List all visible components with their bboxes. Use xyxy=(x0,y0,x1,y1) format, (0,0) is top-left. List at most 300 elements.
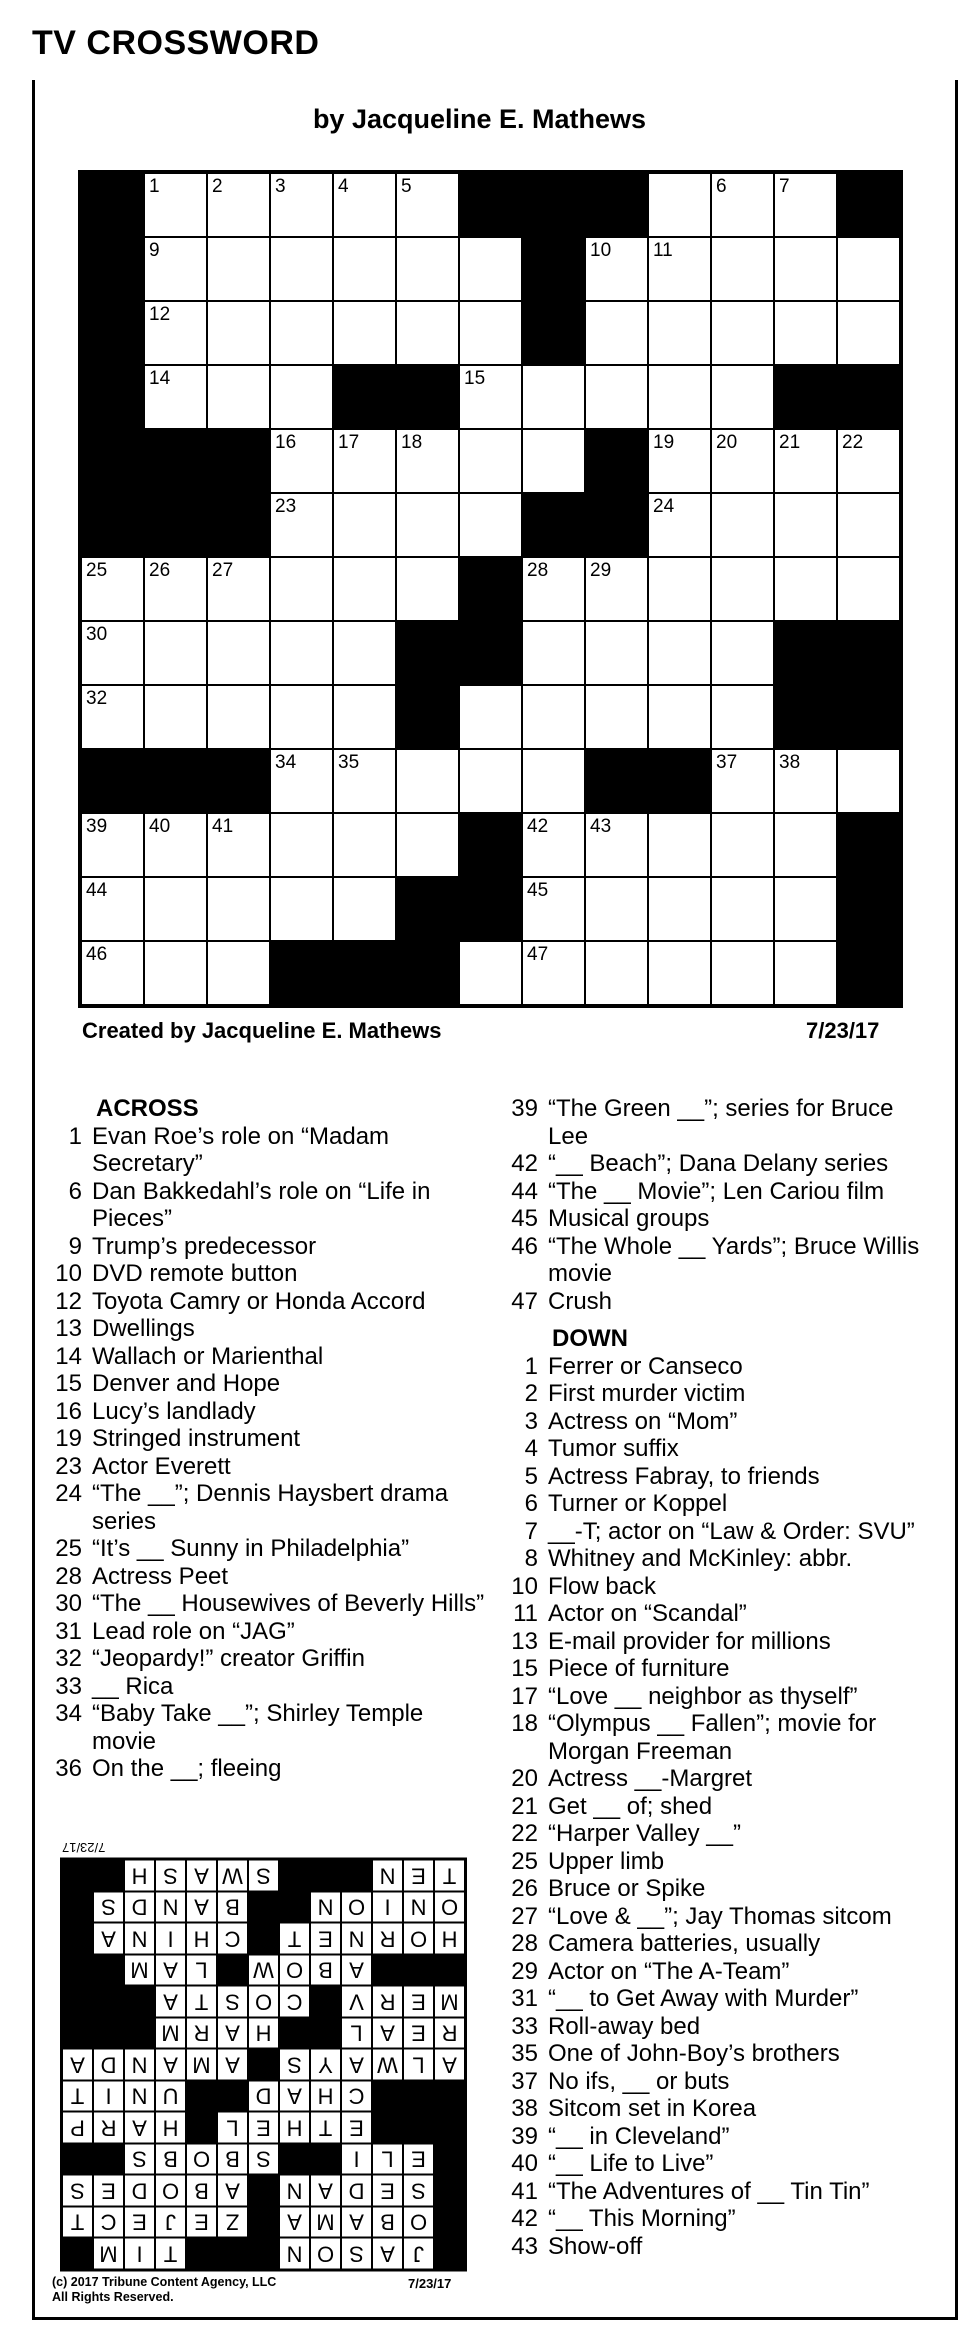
grid-cell[interactable] xyxy=(81,877,144,941)
solution-letter: O xyxy=(310,2238,341,2270)
solution-letter: W xyxy=(248,1955,279,1987)
clue-number: 39 xyxy=(511,2122,538,2150)
solution-block xyxy=(217,2238,248,2270)
grid-cell[interactable] xyxy=(774,941,837,1005)
solution-letter: C xyxy=(279,1986,310,2018)
grid-block xyxy=(459,877,522,941)
grid-block xyxy=(81,237,144,301)
solution-letter: N xyxy=(124,2049,155,2081)
grid-cell[interactable] xyxy=(270,237,333,301)
clue-text: Actor on “The A-Team” xyxy=(548,1957,790,1985)
grid-cell[interactable] xyxy=(270,429,333,493)
grid-cell[interactable] xyxy=(585,877,648,941)
solution-block xyxy=(248,2238,279,2270)
grid-cell[interactable] xyxy=(459,749,522,813)
grid-cell[interactable] xyxy=(333,813,396,877)
grid-cell[interactable] xyxy=(459,429,522,493)
grid-block xyxy=(837,813,900,877)
clue xyxy=(488,1380,938,1408)
grid-cell[interactable] xyxy=(396,301,459,365)
solution-letter: E xyxy=(248,2112,279,2144)
grid-cell[interactable] xyxy=(648,429,711,493)
grid-cell[interactable] xyxy=(774,429,837,493)
clue-number: 21 xyxy=(511,1792,538,1820)
grid-cell[interactable] xyxy=(837,429,900,493)
grid-cell[interactable] xyxy=(711,365,774,429)
grid-cell[interactable] xyxy=(522,429,585,493)
solution-letter: H xyxy=(124,1860,155,1892)
grid-cell[interactable] xyxy=(648,685,711,749)
grid-cell[interactable] xyxy=(648,621,711,685)
cell-number: 22 xyxy=(842,432,864,453)
solution-block xyxy=(217,1955,248,1987)
grid-cell[interactable] xyxy=(396,173,459,237)
clue-text: “Love __ neighbor as thyself” xyxy=(548,1682,858,1710)
solution-block xyxy=(279,1860,310,1892)
clue xyxy=(488,2068,938,2096)
grid-cell[interactable] xyxy=(711,621,774,685)
solution-letter: Z xyxy=(217,2207,248,2239)
grid-cell[interactable] xyxy=(333,429,396,493)
grid-cell[interactable] xyxy=(648,557,711,621)
clue xyxy=(32,1123,487,1178)
clue xyxy=(488,1490,938,1518)
grid-block xyxy=(585,173,648,237)
clue-number: 12 xyxy=(55,1287,82,1315)
grid-cell[interactable] xyxy=(774,237,837,301)
clue xyxy=(488,2123,938,2151)
clue-number: 27 xyxy=(511,1902,538,1930)
solution-letter: A xyxy=(186,1892,217,1924)
clue-number: 34 xyxy=(55,1700,82,1727)
clue-number: 17 xyxy=(511,1682,538,1710)
grid-cell[interactable] xyxy=(396,493,459,557)
clue-number: 15 xyxy=(511,1655,538,1682)
solution-panel xyxy=(50,1840,468,2266)
grid-cell[interactable] xyxy=(207,301,270,365)
grid-cell[interactable] xyxy=(333,877,396,941)
right-clue-column xyxy=(488,1095,938,2260)
grid-cell[interactable] xyxy=(207,365,270,429)
grid-block xyxy=(648,749,711,813)
grid-cell[interactable] xyxy=(648,237,711,301)
cell-number: 10 xyxy=(590,240,612,261)
grid-cell[interactable] xyxy=(648,877,711,941)
clue xyxy=(32,1453,487,1481)
grid-cell[interactable] xyxy=(648,301,711,365)
clue-text: Stringed instrument xyxy=(92,1425,301,1452)
grid-cell[interactable] xyxy=(396,237,459,301)
solution-letter: N xyxy=(279,2238,310,2270)
grid-cell[interactable] xyxy=(711,877,774,941)
grid-cell[interactable] xyxy=(522,813,585,877)
solution-letter: J xyxy=(403,2238,434,2270)
clue xyxy=(32,1535,487,1563)
grid-cell[interactable] xyxy=(774,173,837,237)
grid-cell[interactable] xyxy=(774,749,837,813)
cell-number: 25 xyxy=(86,560,108,581)
grid-block xyxy=(837,621,900,685)
clue-number: 5 xyxy=(524,1462,538,1490)
grid-cell[interactable] xyxy=(711,685,774,749)
solution-block xyxy=(434,2207,465,2239)
clue xyxy=(488,1820,938,1848)
grid-cell[interactable] xyxy=(522,877,585,941)
clue-text: Upper limb xyxy=(548,1847,665,1875)
grid-cell[interactable] xyxy=(270,749,333,813)
grid-cell[interactable] xyxy=(207,237,270,301)
solution-letter: A xyxy=(155,1986,186,2018)
grid-cell[interactable] xyxy=(522,621,585,685)
grid-cell[interactable] xyxy=(81,813,144,877)
grid-cell[interactable] xyxy=(585,365,648,429)
clue xyxy=(488,1765,938,1793)
solution-block xyxy=(93,2144,124,2176)
grid-cell[interactable] xyxy=(459,237,522,301)
solution-letter: T xyxy=(434,1860,465,1892)
grid-cell[interactable] xyxy=(711,493,774,557)
grid-cell[interactable] xyxy=(396,813,459,877)
grid-cell[interactable] xyxy=(270,493,333,557)
clue xyxy=(32,1233,487,1261)
solution-letter: L xyxy=(341,2018,372,2050)
grid-cell[interactable] xyxy=(774,557,837,621)
clue xyxy=(488,1600,938,1628)
grid-cell[interactable] xyxy=(144,365,207,429)
grid-cell[interactable] xyxy=(459,301,522,365)
grid-cell[interactable] xyxy=(270,365,333,429)
grid-cell[interactable] xyxy=(711,941,774,1005)
grid-cell[interactable] xyxy=(711,813,774,877)
grid-cell[interactable] xyxy=(333,557,396,621)
grid-block xyxy=(837,877,900,941)
solution-letter: S xyxy=(279,2049,310,2081)
cell-number: 17 xyxy=(338,432,360,453)
solution-block xyxy=(62,1892,93,1924)
grid-cell[interactable] xyxy=(207,557,270,621)
grid-cell[interactable] xyxy=(837,493,900,557)
clue-number: 25 xyxy=(511,1847,538,1875)
solution-letter: E xyxy=(310,1923,341,1955)
grid-cell[interactable] xyxy=(270,621,333,685)
cell-number: 45 xyxy=(527,880,549,901)
solution-letter: I xyxy=(372,1892,403,1924)
grid-cell[interactable] xyxy=(207,621,270,685)
clue xyxy=(488,1353,938,1381)
solution-block xyxy=(403,2112,434,2144)
grid-cell[interactable] xyxy=(270,685,333,749)
cell-number: 24 xyxy=(653,496,675,517)
solution-letter: D xyxy=(248,2081,279,2113)
clue xyxy=(488,1655,938,1683)
solution-letter: T xyxy=(62,2207,93,2239)
clue-number: 13 xyxy=(511,1627,538,1655)
grid-cell[interactable] xyxy=(585,237,648,301)
grid-cell[interactable] xyxy=(774,877,837,941)
clue-text: Sitcom set in Korea xyxy=(548,2095,757,2122)
solution-letter: C xyxy=(341,2081,372,2113)
solution-block xyxy=(341,1860,372,1892)
grid-cell[interactable] xyxy=(585,621,648,685)
grid-cell[interactable] xyxy=(207,173,270,237)
grid-block xyxy=(81,749,144,813)
grid-cell[interactable] xyxy=(396,749,459,813)
clue-text: No ifs, __ or buts xyxy=(548,2067,730,2095)
solution-letter: M xyxy=(93,2238,124,2270)
grid-cell[interactable] xyxy=(81,621,144,685)
grid-cell[interactable] xyxy=(144,237,207,301)
grid-cell[interactable] xyxy=(711,429,774,493)
grid-cell[interactable] xyxy=(144,621,207,685)
grid-cell[interactable] xyxy=(585,301,648,365)
cell-number: 4 xyxy=(338,176,349,197)
grid-cell[interactable] xyxy=(585,557,648,621)
grid-cell[interactable] xyxy=(333,621,396,685)
grid-cell[interactable] xyxy=(711,749,774,813)
grid-cell[interactable] xyxy=(333,685,396,749)
solution-letter: N xyxy=(372,1860,403,1892)
solution-letter: N xyxy=(279,2175,310,2207)
grid-block xyxy=(522,173,585,237)
grid-cell[interactable] xyxy=(648,173,711,237)
solution-letter: W xyxy=(372,2049,403,2081)
clue-number: 33 xyxy=(55,1672,82,1700)
clue xyxy=(488,1288,938,1316)
clue-text: “__ Beach”; Dana Delany series xyxy=(548,1150,889,1177)
clue-text: DVD remote button xyxy=(92,1260,298,1287)
solution-letter: E xyxy=(403,1860,434,1892)
grid-cell[interactable] xyxy=(270,877,333,941)
grid-cell[interactable] xyxy=(711,237,774,301)
clue-text: Actor on “Scandal” xyxy=(548,1600,747,1627)
grid-block xyxy=(396,685,459,749)
clue-text: First murder victim xyxy=(548,1380,746,1407)
clue-number: 41 xyxy=(511,2177,538,2205)
grid-cell[interactable] xyxy=(81,685,144,749)
clue xyxy=(32,1700,487,1755)
grid-cell[interactable] xyxy=(711,557,774,621)
grid-cell[interactable] xyxy=(333,237,396,301)
grid-cell[interactable] xyxy=(144,813,207,877)
grid-cell[interactable] xyxy=(837,237,900,301)
clue-number: 7 xyxy=(524,1517,538,1545)
clue-number: 9 xyxy=(68,1232,82,1260)
clue-number: 35 xyxy=(511,2040,538,2067)
crossword-grid xyxy=(78,170,903,1008)
clue-text: “__ to Get Away with Murder” xyxy=(548,1985,859,2012)
clue xyxy=(488,1985,938,2013)
solution-letter: B xyxy=(186,2175,217,2207)
solution-letter: T xyxy=(279,1923,310,1955)
grid-cell[interactable] xyxy=(144,301,207,365)
grid-cell[interactable] xyxy=(459,685,522,749)
grid-cell[interactable] xyxy=(837,557,900,621)
clue-text: Dwellings xyxy=(92,1315,195,1342)
solution-block xyxy=(279,2144,310,2176)
clue-number: 25 xyxy=(55,1535,82,1562)
solution-letter: D xyxy=(124,2175,155,2207)
grid-block xyxy=(81,173,144,237)
clue-text: __ Rica xyxy=(92,1672,174,1700)
grid-cell[interactable] xyxy=(522,685,585,749)
grid-cell[interactable] xyxy=(144,685,207,749)
grid-cell[interactable] xyxy=(270,173,333,237)
solution-letter: A xyxy=(62,2049,93,2081)
grid-cell[interactable] xyxy=(270,557,333,621)
solution-letter: L xyxy=(217,2112,248,2144)
grid-cell[interactable] xyxy=(207,685,270,749)
solution-letter: E xyxy=(341,2112,372,2144)
page-title: TV CROSSWORD xyxy=(32,24,320,62)
grid-cell[interactable] xyxy=(648,365,711,429)
solution-block xyxy=(62,2238,93,2270)
grid-cell[interactable] xyxy=(837,301,900,365)
clue-number: 22 xyxy=(511,1820,538,1847)
clue xyxy=(488,2150,938,2178)
solution-letter: S xyxy=(341,2238,372,2270)
grid-cell[interactable] xyxy=(333,301,396,365)
clue-number: 36 xyxy=(55,1755,82,1782)
clue-text: Trump’s predecessor xyxy=(92,1232,317,1260)
clue-text: Turner or Koppel xyxy=(548,1490,728,1517)
grid-cell[interactable] xyxy=(711,173,774,237)
grid-block xyxy=(333,365,396,429)
cell-number: 30 xyxy=(86,624,108,645)
grid-cell[interactable] xyxy=(144,941,207,1005)
solution-block xyxy=(62,1955,93,1987)
clue-text: Actress Fabray, to friends xyxy=(548,1462,820,1490)
cell-number: 28 xyxy=(527,560,549,581)
created-by: Created by Jacqueline E. Mathews xyxy=(82,1018,442,1043)
byline: by Jacqueline E. Mathews xyxy=(312,104,647,134)
grid-cell[interactable] xyxy=(459,941,522,1005)
grid-cell[interactable] xyxy=(207,941,270,1005)
copyright-line: All Rights Reserved. xyxy=(52,2290,174,2304)
solution-letter: H xyxy=(155,2112,186,2144)
across-clues xyxy=(32,1095,487,1783)
grid-cell[interactable] xyxy=(648,813,711,877)
grid-cell[interactable] xyxy=(774,301,837,365)
grid-cell[interactable] xyxy=(333,749,396,813)
clue-text: “Harper Valley __” xyxy=(548,1820,741,1847)
clue-text: Wallach or Marienthal xyxy=(92,1342,324,1370)
grid-cell[interactable] xyxy=(711,301,774,365)
solution-block xyxy=(248,2175,279,2207)
grid-cell[interactable] xyxy=(837,749,900,813)
clue-text: Actress on “Mom” xyxy=(548,1407,738,1435)
grid-block xyxy=(774,365,837,429)
clue-text: Dan Bakkedahl’s role on “Life in Pieces” xyxy=(92,1177,431,1232)
grid-cell[interactable] xyxy=(207,813,270,877)
grid-cell[interactable] xyxy=(270,301,333,365)
solution-letter: T xyxy=(62,2081,93,2113)
solution-letter: R xyxy=(186,2018,217,2050)
grid-cell[interactable] xyxy=(585,685,648,749)
grid-cell[interactable] xyxy=(648,493,711,557)
clue-text: On the __; fleeing xyxy=(92,1755,282,1782)
puzzle-date: 7/23/17 xyxy=(806,1018,880,1043)
grid-cell[interactable] xyxy=(585,941,648,1005)
solution-letter: E xyxy=(372,2175,403,2207)
grid-cell[interactable] xyxy=(144,557,207,621)
grid-cell[interactable] xyxy=(459,493,522,557)
clue-number: 28 xyxy=(511,1930,538,1957)
cell-number: 14 xyxy=(149,368,171,389)
solution-letter: C xyxy=(217,1923,248,1955)
grid-cell[interactable] xyxy=(81,557,144,621)
solution-letter: S xyxy=(155,1860,186,1892)
clue-text: “The Whole __ Yards”; Bruce Willis movie xyxy=(548,1232,920,1287)
clue-number: 24 xyxy=(55,1480,82,1507)
clue-number: 20 xyxy=(511,1765,538,1792)
solution-block xyxy=(372,2112,403,2144)
clue xyxy=(488,1435,938,1463)
grid-cell[interactable] xyxy=(522,557,585,621)
cell-number: 26 xyxy=(149,560,171,581)
solution-letter: S xyxy=(248,1860,279,1892)
solution-letter: M xyxy=(155,2018,186,2050)
grid-cell[interactable] xyxy=(459,365,522,429)
grid-cell[interactable] xyxy=(81,941,144,1005)
grid-block xyxy=(522,493,585,557)
cell-number: 43 xyxy=(590,816,612,837)
grid-cell[interactable] xyxy=(333,493,396,557)
cell-number: 46 xyxy=(86,944,108,965)
solution-letter: A xyxy=(310,2175,341,2207)
grid-cell[interactable] xyxy=(396,429,459,493)
solution-block xyxy=(186,2112,217,2144)
clue-text: __-T; actor on “Law & Order: SVU” xyxy=(548,1517,915,1545)
solution-block xyxy=(403,2081,434,2113)
solution-letter: E xyxy=(403,1986,434,2018)
solution-block xyxy=(62,1986,93,2018)
grid-cell[interactable] xyxy=(522,365,585,429)
solution-block xyxy=(186,2081,217,2113)
solution-letter: C xyxy=(93,2207,124,2239)
clue xyxy=(32,1755,487,1783)
solution-letter: A xyxy=(372,2238,403,2270)
grid-block xyxy=(333,941,396,1005)
grid-block xyxy=(585,749,648,813)
grid-cell[interactable] xyxy=(396,557,459,621)
grid-block xyxy=(774,685,837,749)
grid-cell[interactable] xyxy=(270,813,333,877)
clue-number: 40 xyxy=(511,2150,538,2177)
solution-block xyxy=(93,1986,124,2018)
grid-cell[interactable] xyxy=(522,749,585,813)
solution-letter: E xyxy=(186,2207,217,2239)
solution-letter: O xyxy=(341,1892,372,1924)
grid-cell[interactable] xyxy=(522,941,585,1005)
clue-text: E-mail provider for millions xyxy=(548,1627,831,1655)
grid-block xyxy=(144,493,207,557)
grid-cell[interactable] xyxy=(333,173,396,237)
clue xyxy=(488,1178,938,1206)
grid-block xyxy=(207,493,270,557)
clue-text: “It’s __ Sunny in Philadelphia” xyxy=(92,1535,410,1562)
grid-cell[interactable] xyxy=(144,173,207,237)
solution-block xyxy=(310,1986,341,2018)
grid-cell[interactable] xyxy=(648,941,711,1005)
solution-block xyxy=(217,2081,248,2113)
grid-cell[interactable] xyxy=(774,813,837,877)
grid-cell[interactable] xyxy=(207,877,270,941)
grid-cell[interactable] xyxy=(585,813,648,877)
grid-cell[interactable] xyxy=(144,877,207,941)
grid-cell[interactable] xyxy=(774,493,837,557)
solution-letter: H xyxy=(186,1923,217,1955)
solution-letter: A xyxy=(341,2207,372,2239)
